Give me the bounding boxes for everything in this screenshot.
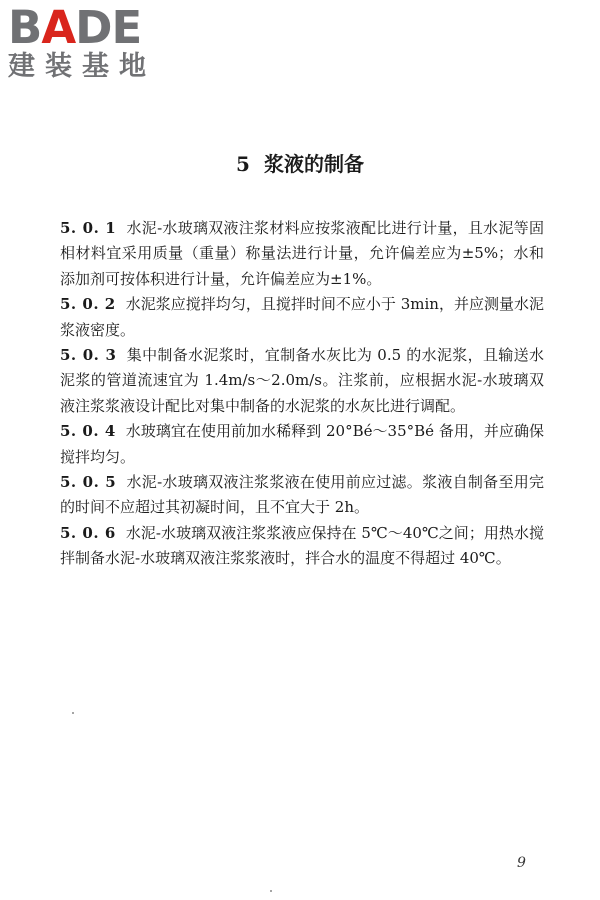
logo-letters-de: DE [75, 1, 142, 54]
clause-5-0-1 [60, 216, 544, 292]
clause-number: 5. 0. 4 [60, 422, 116, 441]
scan-speck [72, 712, 74, 714]
page-number: 9 [517, 855, 526, 871]
clause-text: 水泥-水玻璃双液注浆浆液在使用前应过滤。浆液自制备至用完的时间不应超过其初凝时间，且不宜大于 2h。 [60, 473, 544, 517]
logo-letter-b: B [8, 1, 42, 54]
chapter-title [0, 150, 600, 178]
chapter-title-text: 浆液的制备 [263, 152, 364, 176]
clause-5-0-6 [60, 521, 544, 572]
clause-number: 5. 0. 6 [60, 523, 116, 542]
clause-text: 集中制备水泥浆时，宜制备水灰比为 0.5 的水泥浆，且输送水泥浆的管道流速宜为 1.4m/s～2.0m/s。注浆前，应根据水泥-水玻璃双液注浆浆液设计配比对集中制备的水泥浆的水灰比进行调配。 [60, 346, 544, 415]
clause-number: 5. 0. 1 [60, 219, 117, 237]
clause-text: 水玻璃宜在使用前加水稀释到 20°Bé～35°Bé 备用，并应确保搅拌均匀。 [60, 422, 544, 466]
logo-subtitle: 建装基地 [8, 51, 156, 82]
clause-text: 水泥浆应搅拌均匀，且搅拌时间不应小于 3min，并应测量水泥浆液密度。 [60, 295, 545, 339]
clause-5-0-2 [60, 292, 544, 343]
scan-speck [270, 890, 272, 892]
chapter-number: 5 [236, 152, 250, 176]
clause-number: 5. 0. 2 [60, 295, 116, 314]
clause-5-0-4 [60, 419, 544, 470]
clause-text: 水泥-水玻璃双液注浆浆液应保持在 5℃～40℃之间；用热水搅拌制备水泥-水玻璃双液注浆浆液时，拌合水的温度不得超过 40℃。 [60, 523, 545, 568]
clause-text: 水泥-水玻璃双液注浆材料应按浆液配比进行计量，且水泥等固相材料宜采用质量（重量）称量法进行计量，允许偏差应为±5%；水和添加剂可按体积进行计量，允许偏差应为±1%。 [60, 219, 544, 288]
clause-number: 5. 0. 5 [60, 473, 117, 492]
clause-5-0-5 [60, 470, 544, 521]
clause-number: 5. 0. 3 [60, 346, 117, 365]
clause-5-0-3 [60, 343, 544, 419]
bade-logo [8, 1, 176, 82]
logo-wordmark [8, 1, 176, 54]
logo-letter-a: A [41, 1, 76, 54]
clause-list [60, 216, 544, 572]
